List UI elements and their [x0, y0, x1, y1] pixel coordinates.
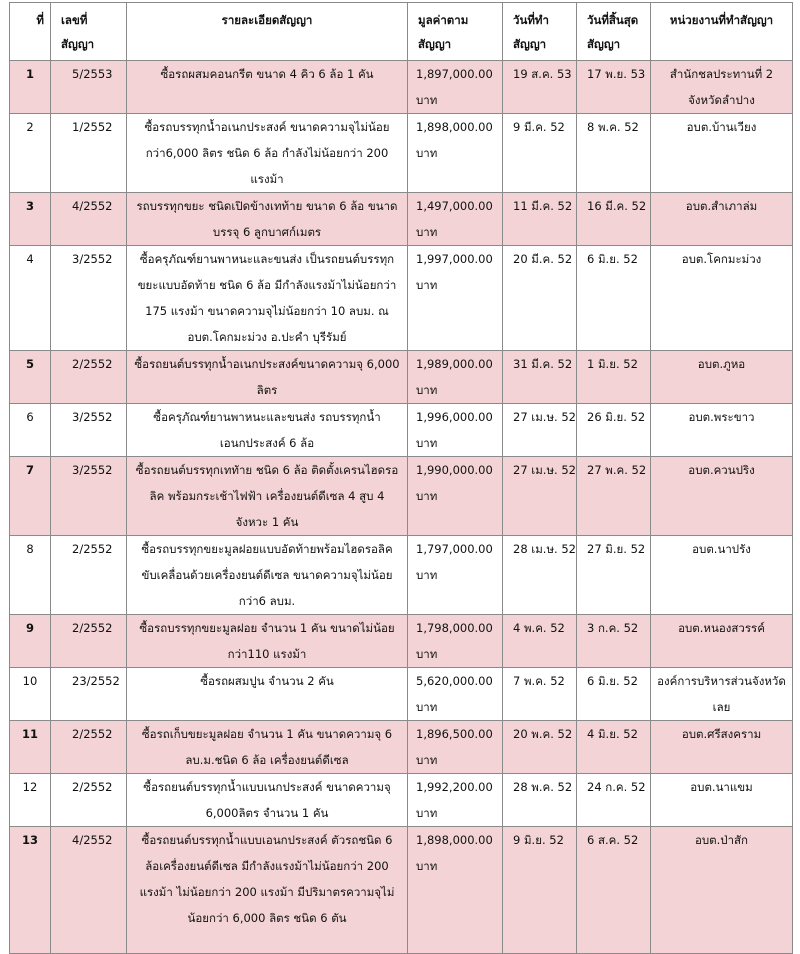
contract-number: 3/2552: [51, 457, 127, 536]
contract-value: 1,797,000.00 บาท: [408, 536, 503, 615]
contract-number: 3/2552: [51, 404, 127, 457]
end-date: 6 ส.ค. 52: [577, 827, 651, 954]
contract-details: ซื้อรถบรรทุกขยะมูลฝอยแบบอัดท้ายพร้อมไฮดรอลิค ขับเคลื่อนด้วยเครื่องยนต์ดีเซล ขนาดความจุไม่น้อยกว่า6 ลบม.: [127, 536, 408, 615]
start-date: 31 มี.ค. 52: [503, 351, 577, 404]
contract-number: 2/2552: [51, 351, 127, 404]
table-row: [10, 615, 793, 668]
table-row: [10, 61, 793, 114]
table-row: [10, 668, 793, 721]
agency-name: อบต.บ้านเวียง: [651, 114, 793, 193]
agency-name: อบต.ป่าสัก: [651, 827, 793, 954]
start-date: 28 พ.ค. 52: [503, 774, 577, 827]
agency-name: สำนักชลประทานที่ 2 จังหวัดลำปาง: [651, 61, 793, 114]
table-row: [10, 246, 793, 351]
header-value: มูลค่าตาม สัญญา: [408, 3, 503, 61]
contract-value: 1,897,000.00 บาท: [408, 61, 503, 114]
table-row: [10, 351, 793, 404]
table-body: [10, 61, 793, 954]
header-contract-no: เลขที่ สัญญา: [51, 3, 127, 61]
header-num: ที่: [10, 3, 51, 61]
start-date: 7 พ.ค. 52: [503, 668, 577, 721]
contract-value: 5,620,000.00 บาท: [408, 668, 503, 721]
row-number: 11: [10, 721, 51, 774]
contract-number: 2/2552: [51, 721, 127, 774]
contract-details: ซื้อรถบรรทุกขยะมูลฝอย จำนวน 1 คัน ขนาดไม่น้อยกว่า110 แรงม้า: [127, 615, 408, 668]
contract-number: 1/2552: [51, 114, 127, 193]
start-date: 11 มี.ค. 52: [503, 193, 577, 246]
contract-details: ซื้อรถเก็บขยะมูลฝอย จำนวน 1 คัน ขนาดความจุ 6 ลบ.ม.ชนิด 6 ล้อ เครื่องยนต์ดีเซล: [127, 721, 408, 774]
end-date: 3 ก.ค. 52: [577, 615, 651, 668]
header-agency: หน่วยงานที่ทำสัญญา: [651, 3, 793, 61]
contract-details: ซื้อรถยนต์บรรทุกเททัาย ชนิด 6 ล้อ ติดตั้งเครนไฮดรอลิค พร้อมกระเช้าไฟฟ้า เครื่องยนต์ดีเซล 4 สูบ 4 จังหวะ 1 คัน: [127, 457, 408, 536]
row-number: 8: [10, 536, 51, 615]
end-date: 4 มิ.ย. 52: [577, 721, 651, 774]
table-row: [10, 114, 793, 193]
contract-number: 4/2552: [51, 827, 127, 954]
row-number: 1: [10, 61, 51, 114]
row-number: 5: [10, 351, 51, 404]
table-row: [10, 404, 793, 457]
contract-number: 23/2552: [51, 668, 127, 721]
contract-details: ซื้อครุภัณฑ์ยานพาหนะและขนส่ง รถบรรทุกน้ำเอนกประสงค์ 6 ล้อ: [127, 404, 408, 457]
start-date: 19 ส.ค. 53: [503, 61, 577, 114]
contract-number: 3/2552: [51, 246, 127, 351]
table-row: [10, 721, 793, 774]
contract-value: 1,996,000.00 บาท: [408, 404, 503, 457]
end-date: 6 มิ.ย. 52: [577, 246, 651, 351]
contract-details: ซื้อรถยนต์บรรทุกน้ำแบบเอนกประสงค์ ตัวรถชนิด 6 ล้อเครื่องยนต์ดีเซล มีกำลังแรงม้าไม่น้อยกว่า 200 แรงม้า ไม่น้อยกว่า 200 แรงม้า มีปริมาตรความจุไม่น้อยกว่า 6,000 ลิตร ชนิด 6 ตัน: [127, 827, 408, 954]
table-row: [10, 193, 793, 246]
contract-details: ซื้อรถผสมคอนกรีต ขนาด 4 คิว 6 ล้อ 1 คัน: [127, 61, 408, 114]
contract-value: 1,898,000.00 บาท: [408, 114, 503, 193]
end-date: 26 มิ.ย. 52: [577, 404, 651, 457]
table-row: [10, 827, 793, 954]
start-date: 20 พ.ค. 52: [503, 721, 577, 774]
contract-details: ซื้อรถบรรทุกน้ำอเนกประสงค์ ขนาดความจุไม่น้อยกว่า6,000 ลิตร ชนิด 6 ล้อ กำลังไม่น้อยกว่า 200 แรงม้า: [127, 114, 408, 193]
contract-number: 4/2552: [51, 193, 127, 246]
start-date: 27 เม.ษ. 52: [503, 404, 577, 457]
row-number: 13: [10, 827, 51, 954]
row-number: 3: [10, 193, 51, 246]
row-number: 10: [10, 668, 51, 721]
agency-name: อบต.โคกมะม่วง: [651, 246, 793, 351]
agency-name: อบต.ภูหอ: [651, 351, 793, 404]
agency-name: อบต.นาปรัง: [651, 536, 793, 615]
end-date: 1 มิ.ย. 52: [577, 351, 651, 404]
row-number: 4: [10, 246, 51, 351]
header-row: [10, 3, 793, 61]
row-number: 2: [10, 114, 51, 193]
contract-details: ซื้อรถผสมปูน จำนวน 2 คัน: [127, 668, 408, 721]
start-date: 9 มิ.ย. 52: [503, 827, 577, 954]
agency-name: องค์การบริหารส่วนจังหวัดเลย: [651, 668, 793, 721]
end-date: 27 พ.ค. 52: [577, 457, 651, 536]
contract-details: รถบรรทุกขยะ ชนิดเปิดข้างเทท้าย ขนาด 6 ล้อ ขนาดบรรจุ 6 ลูกบาศก์เมตร: [127, 193, 408, 246]
header-start-date: วันที่ทำ สัญญา: [503, 3, 577, 61]
row-number: 7: [10, 457, 51, 536]
row-number: 6: [10, 404, 51, 457]
agency-name: อบต.หนองสวรรค์: [651, 615, 793, 668]
row-number: 9: [10, 615, 51, 668]
contract-value: 1,990,000.00 บาท: [408, 457, 503, 536]
end-date: 24 ก.ค. 52: [577, 774, 651, 827]
agency-name: อบต.ควนปริง: [651, 457, 793, 536]
header-end-date: วันที่สิ้นสุด สัญญา: [577, 3, 651, 61]
end-date: 27 มิ.ย. 52: [577, 536, 651, 615]
end-date: 6 มิ.ย. 52: [577, 668, 651, 721]
agency-name: อบต.นาแขม: [651, 774, 793, 827]
start-date: 4 พ.ค. 52: [503, 615, 577, 668]
end-date: 16 มี.ค. 52: [577, 193, 651, 246]
contract-number: 5/2553: [51, 61, 127, 114]
start-date: 27 เม.ษ. 52: [503, 457, 577, 536]
row-number: 12: [10, 774, 51, 827]
agency-name: อบต.ศรีสงคราม: [651, 721, 793, 774]
contract-details: ซื้อรถยนต์บรรทุกน้ำอเนกประสงค์ขนาดความจุ 6,000 ลิตร: [127, 351, 408, 404]
end-date: 8 พ.ค. 52: [577, 114, 651, 193]
end-date: 17 พ.ย. 53: [577, 61, 651, 114]
contract-number: 2/2552: [51, 774, 127, 827]
header-details: รายละเอียดสัญญา: [127, 3, 408, 61]
contract-details: ซื้อรถยนต์บรรทุกน้ำแบบเนกประสงค์ ขนาดความจุ 6,000ลิตร จำนวน 1 คัน: [127, 774, 408, 827]
contract-number: 2/2552: [51, 615, 127, 668]
table-row: [10, 457, 793, 536]
contracts-table: [9, 2, 793, 954]
table-row: [10, 774, 793, 827]
contract-value: 1,798,000.00 บาท: [408, 615, 503, 668]
contract-value: 1,896,500.00 บาท: [408, 721, 503, 774]
contract-value: 1,992,200.00 บาท: [408, 774, 503, 827]
start-date: 20 มี.ค. 52: [503, 246, 577, 351]
contract-value: 1,997,000.00 บาท: [408, 246, 503, 351]
contract-number: 2/2552: [51, 536, 127, 615]
agency-name: อบต.สำเภาล่ม: [651, 193, 793, 246]
start-date: 28 เม.ษ. 52: [503, 536, 577, 615]
contract-value: 1,898,000.00 บาท: [408, 827, 503, 954]
contract-value: 1,989,000.00 บาท: [408, 351, 503, 404]
agency-name: อบต.พระขาว: [651, 404, 793, 457]
table-row: [10, 536, 793, 615]
start-date: 9 มี.ค. 52: [503, 114, 577, 193]
contract-value: 1,497,000.00 บาท: [408, 193, 503, 246]
contract-details: ซื้อครุภัณฑ์ยานพาหนะและขนส่ง เป็นรถยนต์บรรทุกขยะแบบอัดท้าย ชนิด 6 ล้อ มีกำลังแรงม้าไม่น้อยกว่า 175 แรงม้า ขนาดความจุไม่น้อยกว่า 10 ลบม. ณ อบต.โคกมะม่วง อ.ปะคำ บุรีรัมย์: [127, 246, 408, 351]
